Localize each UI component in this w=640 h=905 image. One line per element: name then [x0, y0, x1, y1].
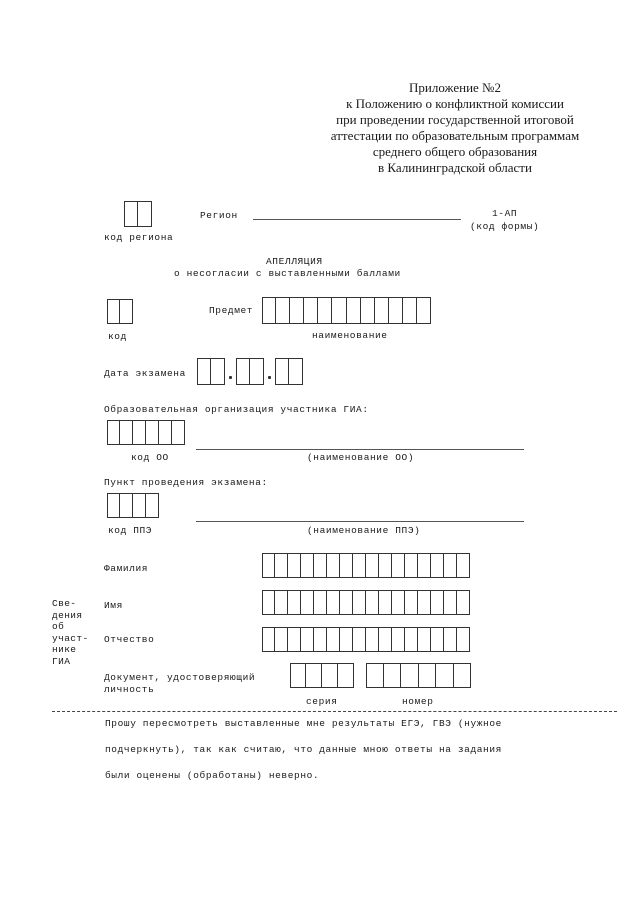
series-caption: серия	[306, 696, 338, 707]
request-line-3: были оценены (обработаны) неверно.	[105, 770, 320, 781]
request-line-2: подчеркнуть), так как считаю, что данные мною ответы на задания	[105, 744, 502, 755]
surname-boxes[interactable]	[262, 553, 470, 578]
exam-point-name-caption: (наименование ППЭ)	[307, 525, 421, 536]
surname-label: Фамилия	[104, 563, 149, 574]
subject-code-boxes[interactable]	[107, 299, 133, 324]
organization-name-caption: (наименование ОО)	[307, 452, 415, 463]
request-line-1: Прошу пересмотреть выставленные мне результаты ЕГЭ, ГВЭ (нужное	[105, 718, 502, 729]
header-line: Приложение №2	[409, 80, 501, 95]
exam-point-code-boxes[interactable]	[107, 493, 159, 518]
header-line: аттестации по образовательным программам	[330, 128, 580, 143]
header-line: в Калининградской области	[378, 160, 532, 175]
region-label: Регион	[200, 210, 238, 221]
appeal-subtitle: о несогласии с выставленными баллами	[174, 268, 401, 279]
region-code-caption: код региона	[104, 232, 174, 243]
organization-code-caption: код ОО	[131, 452, 169, 463]
participant-side-label: Све- дения об участ- нике ГИА	[52, 598, 89, 667]
header-line: при проведении государственной итоговой	[336, 112, 574, 127]
date-separator	[229, 376, 232, 379]
subject-code-caption: код	[108, 331, 127, 342]
exam-year-boxes[interactable]	[275, 358, 303, 385]
first-name-boxes[interactable]	[262, 590, 470, 615]
patronymic-boxes[interactable]	[262, 627, 470, 652]
subject-label: Предмет	[209, 305, 254, 316]
form-caption: (код формы)	[470, 221, 540, 232]
document-label-cont: личность	[104, 684, 155, 695]
patronymic-label: Отчество	[104, 634, 155, 645]
document-series-boxes[interactable]	[290, 663, 354, 688]
header-line: среднего общего образования	[372, 144, 538, 159]
document-number-boxes[interactable]	[366, 663, 471, 688]
organization-code-boxes[interactable]	[107, 420, 185, 445]
number-caption: номер	[402, 696, 434, 707]
form-number: 1-АП	[492, 208, 518, 219]
region-code-boxes[interactable]	[124, 201, 152, 227]
exam-month-boxes[interactable]	[236, 358, 264, 385]
date-separator	[268, 376, 271, 379]
region-name-line[interactable]	[253, 219, 461, 220]
annex-header	[300, 80, 610, 176]
subject-name-boxes[interactable]	[262, 297, 432, 324]
appeal-title: АПЕЛЛЯЦИЯ	[266, 256, 323, 267]
separator-line	[52, 711, 617, 712]
subject-name-caption: наименование	[312, 330, 388, 341]
exam-date-label: Дата экзамена	[104, 368, 186, 379]
header-line: к Положению о конфликтной комиссии	[346, 96, 564, 111]
organization-name-line[interactable]	[196, 449, 524, 450]
organization-label: Образовательная организация участника ГИА:	[104, 404, 369, 415]
exam-day-boxes[interactable]	[197, 358, 225, 385]
exam-point-label: Пункт проведения экзамена:	[104, 477, 268, 488]
exam-point-code-caption: код ППЭ	[108, 525, 153, 536]
exam-point-name-line[interactable]	[196, 521, 524, 522]
document-label: Документ, удостоверяющий	[104, 672, 256, 683]
first-name-label: Имя	[104, 600, 123, 611]
